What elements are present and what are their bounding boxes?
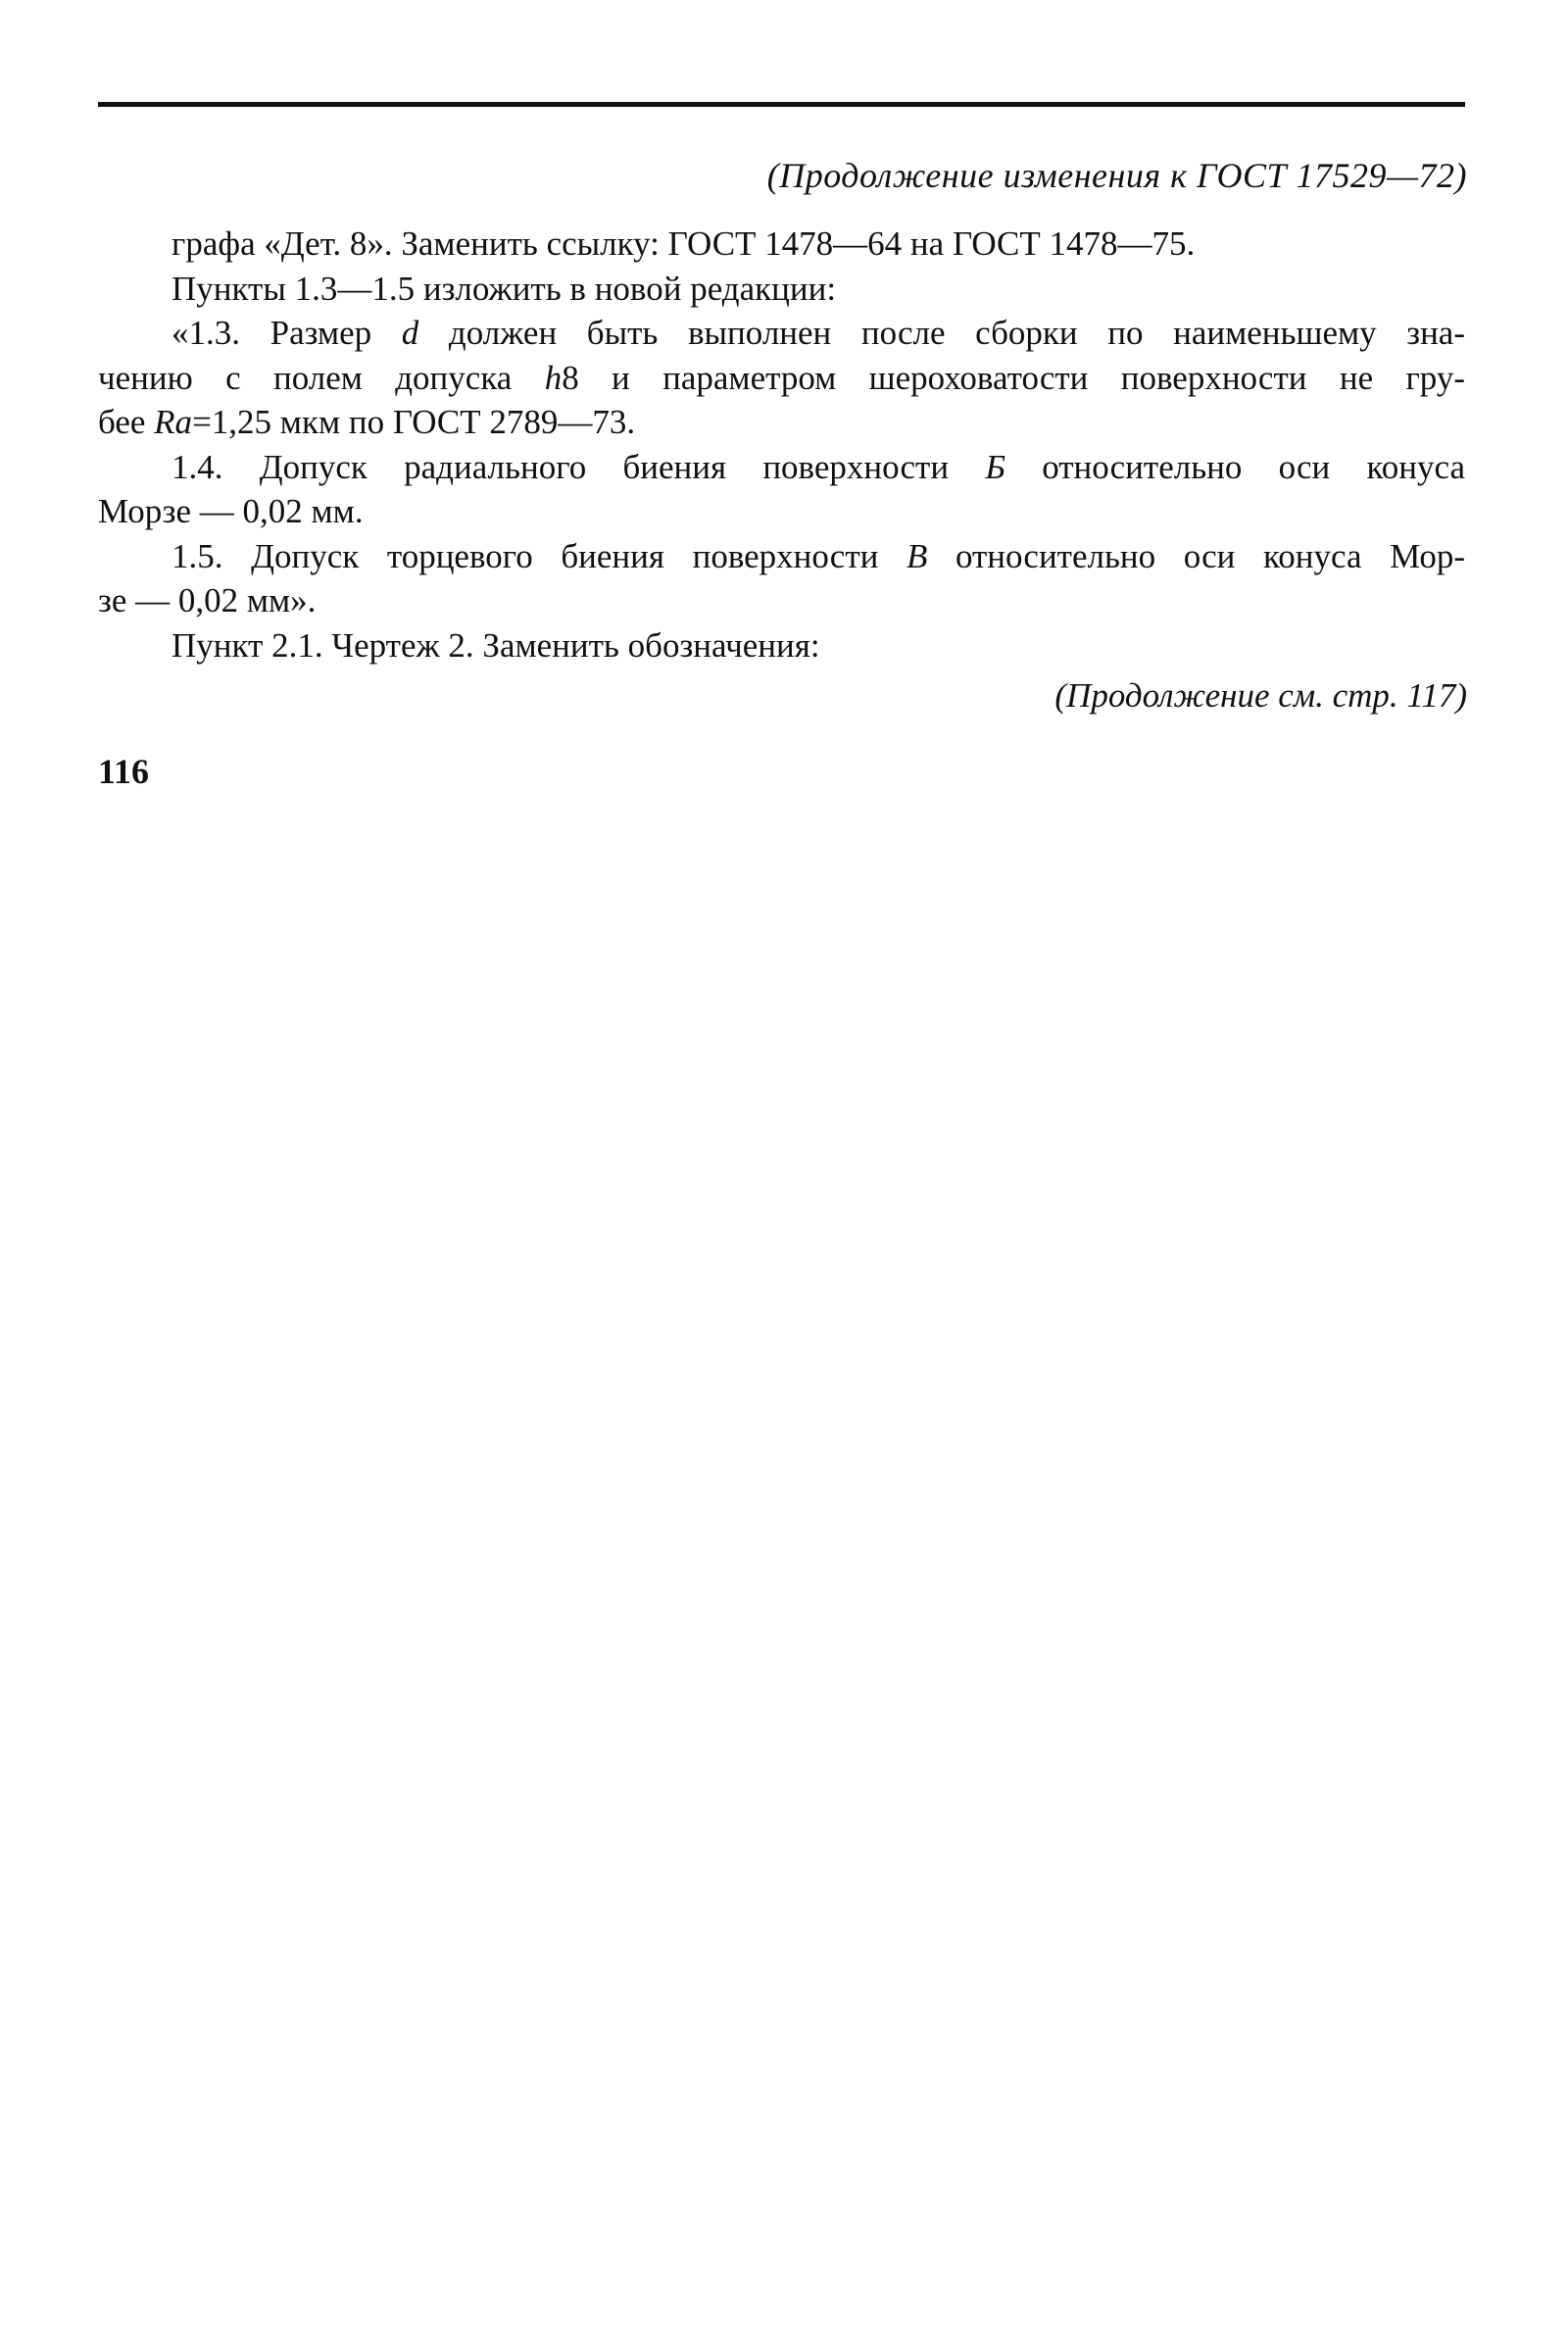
variable-ra: Ra	[154, 403, 193, 441]
paragraph-item-2-1: Пункт 2.1. Чертеж 2. Заменить обозначения:	[172, 625, 820, 665]
item-1-5-line-2: зе — 0,02 мм».	[98, 581, 317, 619]
variable-h: h	[544, 358, 563, 397]
running-header: (Продолжение изменения к ГОСТ 17529—72)	[766, 156, 1467, 195]
item-1-5-line-1: 1.5. Допуск торцевого биения поверхности В относительно оси конуса Мор-	[172, 536, 1465, 575]
paragraph-grafa: графа «Дет. 8». Заменить ссылку: ГОСТ 1478—64 на ГОСТ 1478—75.	[172, 224, 1196, 263]
paragraph-items-intro: Пункты 1.3—1.5 изложить в новой редакции:	[172, 269, 837, 308]
continuation-note: (Продолжение см. стр. 117)	[1054, 676, 1467, 715]
page-number: 116	[98, 752, 150, 791]
document-body	[98, 222, 1465, 668]
paragraph-item-1-4	[98, 445, 1465, 534]
variable-v: В	[906, 536, 928, 575]
item-1-4-line-1: 1.4. Допуск радиального биения поверхности Б относительно оси конуса	[172, 447, 1465, 486]
paragraph-item-1-3	[98, 311, 1465, 445]
item-1-3-line-1: «1.3. Размер d должен быть выполнен после сборки по наименьшему зна-	[172, 314, 1466, 352]
paragraph-item-1-5	[98, 534, 1465, 623]
item-1-3-line-2: чению с полем допуска h8 и параметром шероховатости поверхности не гру-	[98, 358, 1465, 397]
variable-d: d	[401, 314, 419, 352]
item-1-3-line-3: бее Ra=1,25 мкм по ГОСТ 2789—73.	[98, 403, 636, 441]
top-rule	[98, 102, 1465, 107]
item-1-4-line-2: Морзе — 0,02 мм.	[98, 492, 364, 530]
variable-b: Б	[985, 447, 1005, 486]
